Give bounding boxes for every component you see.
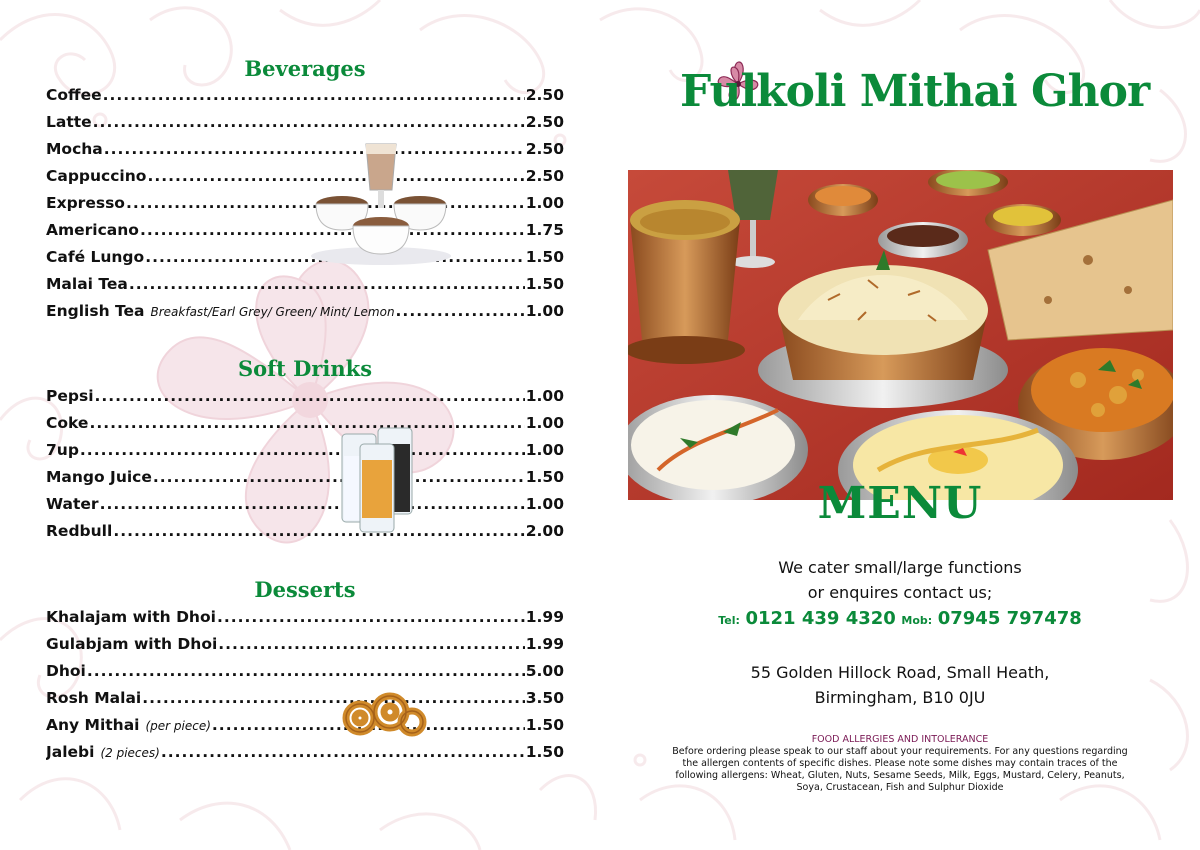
tel-number: 0121 439 4320 bbox=[745, 608, 896, 629]
menu-item: Coffee ..... 2.50 bbox=[46, 86, 564, 113]
menu-item: Café Lungo ..... 1.50 bbox=[46, 248, 564, 275]
contact-numbers bbox=[600, 608, 1200, 629]
right-page-cover bbox=[600, 0, 1200, 850]
food-photo bbox=[628, 170, 1173, 500]
menu-item: Khalajam with Dhoi ..... 1.99 bbox=[46, 608, 564, 635]
allergy-notice: Before ordering please speak to our staff about your requirements. For any questions regarding the allergen contents of specific dishes. Please note some dishes may contain traces of the following allergens: Wheat, Gluten, Nuts, Sesame Seeds, Milk, Eggs, Mustard, Celery, Peanuts, Soya, Crustacean, Fish and Sulphur Dioxide bbox=[672, 746, 1128, 793]
section-title-desserts: Desserts bbox=[254, 577, 356, 602]
menu-item: Mango Juice ..... 1.50 bbox=[46, 468, 564, 495]
address-line-1: 55 Golden Hillock Road, Small Heath, bbox=[750, 663, 1050, 682]
menu-item: Rosh Malai ..... 3.50 bbox=[46, 689, 564, 716]
section-title-soft-drinks: Soft Drinks bbox=[237, 356, 373, 381]
menu-item: Americano ..... 1.75 bbox=[46, 221, 564, 248]
menu-item: Pepsi ..... 1.00 bbox=[46, 387, 564, 414]
catering-text-line-2: or enquires contact us; bbox=[807, 583, 993, 602]
tel-label: Tel: bbox=[718, 614, 740, 627]
menu-item: Cappuccino ..... 2.50 bbox=[46, 167, 564, 194]
desserts-list bbox=[46, 608, 564, 770]
beverages-list bbox=[46, 86, 564, 329]
drink-glasses-illustration bbox=[338, 426, 428, 536]
menu-item: Gulabjam with Dhoi ..... 1.99 bbox=[46, 635, 564, 662]
section-title-beverages: Beverages bbox=[244, 56, 366, 81]
menu-item: Expresso ..... 1.00 bbox=[46, 194, 564, 221]
mob-label: Mob: bbox=[901, 614, 933, 627]
menu-item: Mocha ..... 2.50 bbox=[46, 140, 564, 167]
menu-item: Coke ..... 1.00 bbox=[46, 414, 564, 441]
menu-item: Malai Tea ..... 1.50 bbox=[46, 275, 564, 302]
menu-heading: MENU bbox=[817, 478, 983, 529]
menu-item: English Tea Breakfast/Earl Grey/ Green/ Mint/ Lemon ..... 1.00 bbox=[46, 302, 564, 329]
restaurant-name-title: Fulkoli Mithai Ghor bbox=[680, 66, 1150, 117]
menu-item: Redbull ..... 2.00 bbox=[46, 522, 564, 549]
catering-text-line-1: We cater small/large functions bbox=[778, 558, 1022, 577]
menu-item: Dhoi ..... 5.00 bbox=[46, 662, 564, 689]
allergy-heading: FOOD ALLERGIES AND INTOLERANCE bbox=[811, 734, 989, 745]
menu-item: Water ..... 1.00 bbox=[46, 495, 564, 522]
coffee-cups-illustration bbox=[306, 138, 456, 266]
jalebi-illustration bbox=[336, 684, 430, 746]
menu-item: 7up ..... 1.00 bbox=[46, 441, 564, 468]
menu-item: Jalebi (2 pieces) ..... 1.50 bbox=[46, 743, 564, 770]
menu-item: Latte ..... 2.50 bbox=[46, 113, 564, 140]
address-line-2: Birmingham, B10 0JU bbox=[814, 688, 986, 707]
soft-drinks-list bbox=[46, 387, 564, 549]
menu-item: Any Mithai (per piece) ..... 1.50 bbox=[46, 716, 564, 743]
mob-number: 07945 797478 bbox=[937, 608, 1082, 629]
